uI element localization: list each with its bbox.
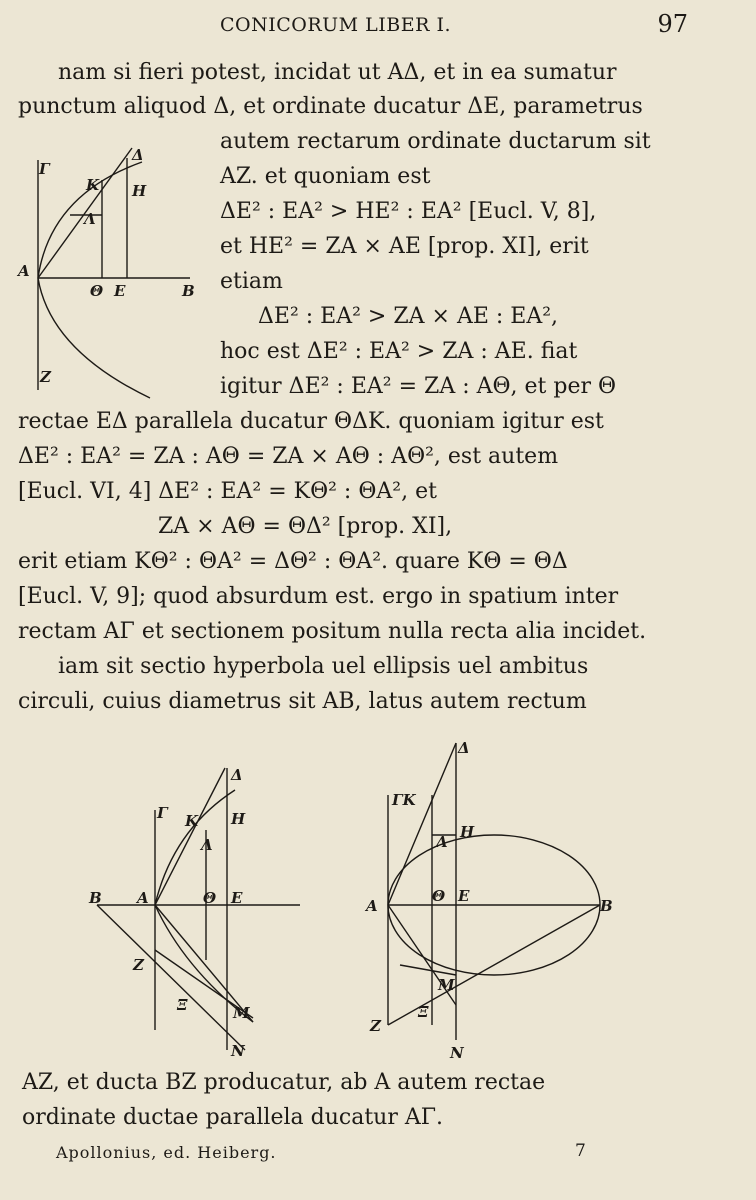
label-kappa: K xyxy=(185,812,199,830)
text-line: igitur ΔE² : EA² = ZA : AΘ, et per Θ xyxy=(220,374,617,399)
text-line: ΔE² : EA² > ZA × AE : EA², xyxy=(258,304,559,329)
footer-edition: Apollonius, ed. Heiberg. xyxy=(56,1143,277,1162)
label-lambda: Λ xyxy=(201,836,213,854)
label-alpha: A xyxy=(366,897,378,915)
label-delta: Δ xyxy=(458,739,470,757)
label-zeta: Z xyxy=(40,368,51,386)
text-line: iam sit sectio hyperbola uel ellipsis uel ambitus xyxy=(58,654,589,679)
text-line: hoc est ΔE² : EA² > ZA : AE. fiat xyxy=(220,339,578,364)
label-theta: Θ xyxy=(432,887,446,905)
label-gamma: Γ xyxy=(39,160,50,178)
label-epsilon: E xyxy=(114,282,126,300)
label-nu: N xyxy=(450,1044,464,1062)
text-line: AZ, et ducta BZ producatur, ab A autem rectae xyxy=(22,1070,546,1095)
figure-ellipse xyxy=(360,735,630,1069)
text-line: AZ. et quoniam est xyxy=(220,164,431,189)
text-line: ordinate ductae parallela ducatur AΓ. xyxy=(22,1105,443,1130)
label-beta: B xyxy=(89,889,102,907)
label-delta: Δ xyxy=(231,766,243,784)
text-line: ΔE² : EA² = ZA : AΘ = ZA × AΘ : AΘ², est autem xyxy=(18,444,559,469)
text-line: erit etiam KΘ² : ΘA² = ΔΘ² : ΘA². quare KΘ = ΘΔ xyxy=(18,549,568,574)
label-gamma: Γ xyxy=(157,804,168,822)
label-zeta: Z xyxy=(133,956,144,974)
label-xi: Ξ xyxy=(418,1003,429,1021)
text-line: punctum aliquod Δ, et ordinate ducatur ΔE, parametrus xyxy=(18,94,643,119)
figure-parabola-svg xyxy=(10,140,210,410)
text-line: rectam AΓ et sectionem positum nulla recta alia incidet. xyxy=(18,619,647,644)
label-beta: B xyxy=(600,897,613,915)
figure-ellipse-svg xyxy=(360,735,630,1065)
label-beta: B xyxy=(182,282,195,300)
text-line: ΔE² : EA² > HE² : EA² [Eucl. V, 8], xyxy=(220,199,597,224)
page-number: 97 xyxy=(657,10,688,38)
label-alpha: A xyxy=(137,889,149,907)
label-delta: Δ xyxy=(132,146,144,164)
text-line: circuli, cuius diametrus sit AB, latus autem rectum xyxy=(18,689,587,714)
label-theta: Θ xyxy=(90,282,104,300)
label-lambda: Λ xyxy=(436,833,448,851)
figure-hyperbola xyxy=(85,760,315,1064)
figure-parabola xyxy=(10,140,210,414)
text-line: [Eucl. V, 9]; quod absurdum est. ergo in spatium inter xyxy=(18,584,619,609)
text-line: etiam xyxy=(220,269,283,294)
label-eta: H xyxy=(460,823,475,841)
running-head xyxy=(0,10,756,40)
text-line: nam si fieri potest, incidat ut AΔ, et in ea sumatur xyxy=(58,60,617,85)
text-line: ZA × AΘ = ΘΔ² [prop. XI], xyxy=(158,514,453,539)
label-nu: N xyxy=(231,1042,245,1060)
footer-signature: 7 xyxy=(575,1141,586,1161)
label-gamma-kappa: ΓK xyxy=(392,791,416,809)
label-mu: M xyxy=(438,976,455,994)
label-kappa: K xyxy=(86,176,100,194)
label-alpha: A xyxy=(18,262,30,280)
figure-hyperbola-svg xyxy=(85,760,315,1060)
running-title: CONICORUM LIBER I. xyxy=(220,14,452,36)
label-eta: H xyxy=(132,182,147,200)
text-line: [Eucl. VI, 4] ΔE² : EA² = KΘ² : ΘA², et xyxy=(18,479,437,504)
label-epsilon: E xyxy=(231,889,243,907)
text-line: rectae EΔ parallela ducatur ΘΔK. quoniam igitur est xyxy=(18,409,604,434)
label-theta: Θ xyxy=(203,889,217,907)
label-eta: H xyxy=(231,810,246,828)
text-line: et HE² = ZA × AE [prop. XI], erit xyxy=(220,234,589,259)
text-line: autem rectarum ordinate ductarum sit xyxy=(220,129,651,154)
label-epsilon: E xyxy=(458,887,470,905)
label-lambda: Λ xyxy=(84,210,96,228)
label-zeta: Z xyxy=(370,1017,381,1035)
label-xi: Ξ xyxy=(177,996,188,1014)
label-mu: M xyxy=(233,1004,250,1022)
